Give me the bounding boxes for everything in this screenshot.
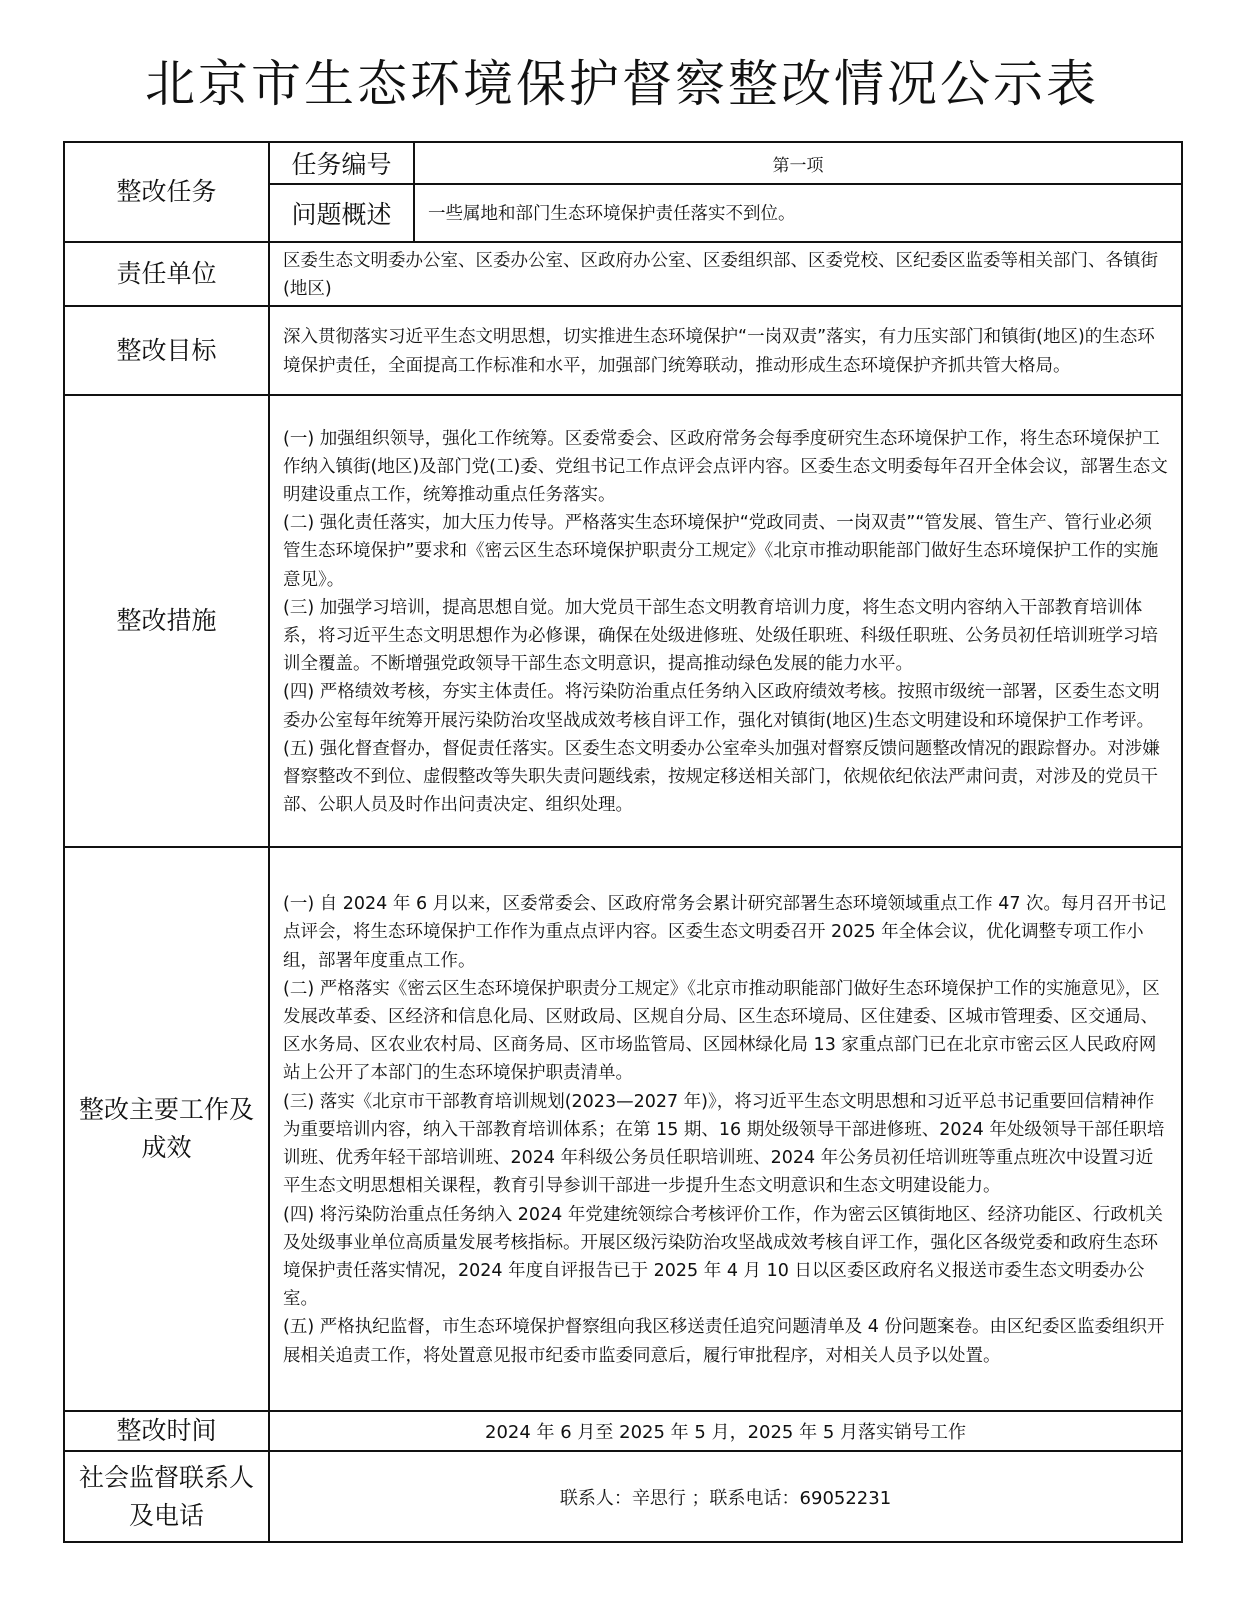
measure-item: (五) 强化督查督办，督促责任落实。区委生态文明委办公室牵头加强对督察反馈问题整改情况的跟踪督办。对涉嫌督察整改不到位、虚假整改等失职失责问题线索，按规定移送相关部门，依规依纪依法严肃问责，对涉及的党员干部、公职人员及时作出问责决定、组织处理。 [283, 738, 1160, 816]
label-task-no: 任务编号 [269, 142, 414, 184]
label-summary: 问题概述 [269, 184, 414, 242]
row-task-no [64, 142, 1182, 184]
rectification-table [63, 141, 1183, 1543]
responsible-value: 区委生态文明委办公室、区委办公室、区政府办公室、区委组织部、区委党校、区纪委区监委等相关部门、各镇街(地区) [269, 242, 1182, 306]
work-item: (三) 落实《北京市干部教育培训规划(2023—2027 年)》，将习近平生态文明思想和习近平总书记重要回信精神作为重要培训内容，纳入干部教育培训体系；在第 15 期、16 期处级领导干部进修班、2024 年处级领导干部任职培训班、优秀年轻干部培训班、2024 年科级公务员任职培训班、2024 年公务员初任培训班等重点班次中设置习近平生态文明思想相关课程，教育引导参训干部进一步提升生态文明意识和生态文明建设能力。 [283, 1091, 1165, 1197]
work-item: (四) 将污染防治重点任务纳入 2024 年党建统领综合考核评价工作，作为密云区镇街地区、经济功能区、行政机关及处级事业单位高质量发展考核指标。开展区级污染防治攻坚战成效考核自评工作，强化区各级党委和政府生态环境保护责任落实情况，2024 年度自评报告已于 2025 年 4 月 10 日以区委区政府名义报送市委生态文明委办公室。 [283, 1204, 1163, 1310]
work-item: (五) 严格执纪监督，市生态环境保护督察组向我区移送责任追究问题清单及 4 份问题案卷。由区纪委区监委组织开展相关追责工作，将处置意见报市纪委市监委同意后，履行审批程序，对相关人员予以处置。 [283, 1317, 1165, 1366]
task-no-value: 第一项 [414, 142, 1182, 184]
label-responsible: 责任单位 [64, 242, 269, 306]
page-title: 北京市生态环境保护督察整改情况公示表 [145, 55, 1099, 113]
summary-value: 一些属地和部门生态环境保护责任落实不到位。 [414, 184, 1182, 242]
goal-value: 深入贯彻落实习近平生态文明思想，切实推进生态环境保护“一岗双责”落实，有力压实部门和镇街(地区)的生态环境保护责任，全面提高工作标准和水平，加强部门统筹联动，推动形成生态环境保护齐抓共管大格局。 [269, 306, 1182, 395]
measure-item: (二) 强化责任落实，加大压力传导。严格落实生态环境保护“党政同责、一岗双责”“管发展、管生产、管行业必须管生态环境保护”要求和《密云区生态环境保护职责分工规定》《北京市推动职能部门做好生态环境保护工作的实施意见》。 [283, 513, 1159, 590]
contact-value: 联系人：辛思行 ；联系电话：69052231 [269, 1451, 1182, 1542]
measure-item: (四) 严格绩效考核，夯实主体责任。将污染防治重点任务纳入区政府绩效考核。按照市级统一部署，区委生态文明委办公室每年统筹开展污染防治攻坚战成效考核自评工作，强化对镇街(地区)生态文明建设和环境保护工作考评。 [283, 682, 1160, 731]
row-goal [64, 306, 1182, 395]
row-measures [64, 395, 1182, 847]
row-responsible [64, 242, 1182, 306]
row-contact [64, 1451, 1182, 1542]
measure-item: (三) 加强学习培训，提高思想自觉。加大党员干部生态文明教育培训力度，将生态文明内容纳入干部教育培训体系，将习近平生态文明思想作为必修课，确保在处级进修班、处级任职班、科级任职班、公务员初任培训班学习培训全覆盖。不断增强党政领导干部生态文明意识，提高推动绿色发展的能力水平。 [283, 597, 1158, 675]
label-task: 整改任务 [64, 142, 269, 242]
label-measures: 整改措施 [64, 395, 269, 847]
label-time: 整改时间 [64, 1411, 269, 1451]
label-goal: 整改目标 [64, 306, 269, 395]
row-main-work [64, 847, 1182, 1411]
work-item: (二) 严格落实《密云区生态环境保护职责分工规定》《北京市推动职能部门做好生态环境保护工作的实施意见》，区发展改革委、区经济和信息化局、区财政局、区规自分局、区生态环境局、区住建委、区城市管理委、区交通局、区水务局、区农业农村局、区商务局、区市场监管局、区园林绿化局 13 家重点部门已在北京市密云区人民政府网站上公开了本部门的生态环境保护职责清单。 [283, 978, 1160, 1084]
work-item: (一) 自 2024 年 6 月以来，区委常委会、区政府常务会累计研究部署生态环境领域重点工作 47 次。每月召开书记点评会，将生态环境保护工作作为重点点评内容。区委生态文明委召开 2025 年全体会议，优化调整专项工作小组，部署年度重点工作。 [283, 894, 1167, 971]
row-time [64, 1411, 1182, 1451]
label-main-work: 整改主要工作及成效 [64, 847, 269, 1411]
time-value: 2024 年 6 月至 2025 年 5 月，2025 年 5 月落实销号工作 [269, 1411, 1182, 1451]
main-work-value [269, 847, 1182, 1411]
measures-value [269, 395, 1182, 847]
label-contact: 社会监督联系人及电话 [64, 1451, 269, 1542]
measure-item: (一) 加强组织领导，强化工作统筹。区委常委会、区政府常务会每季度研究生态环境保护工作，将生态环境保护工作纳入镇街(地区)及部门党(工)委、党组书记工作点评会点评内容。区委生态文明委每年召开全体会议，部署生态文明建设重点工作，统筹推动重点任务落实。 [283, 428, 1168, 505]
